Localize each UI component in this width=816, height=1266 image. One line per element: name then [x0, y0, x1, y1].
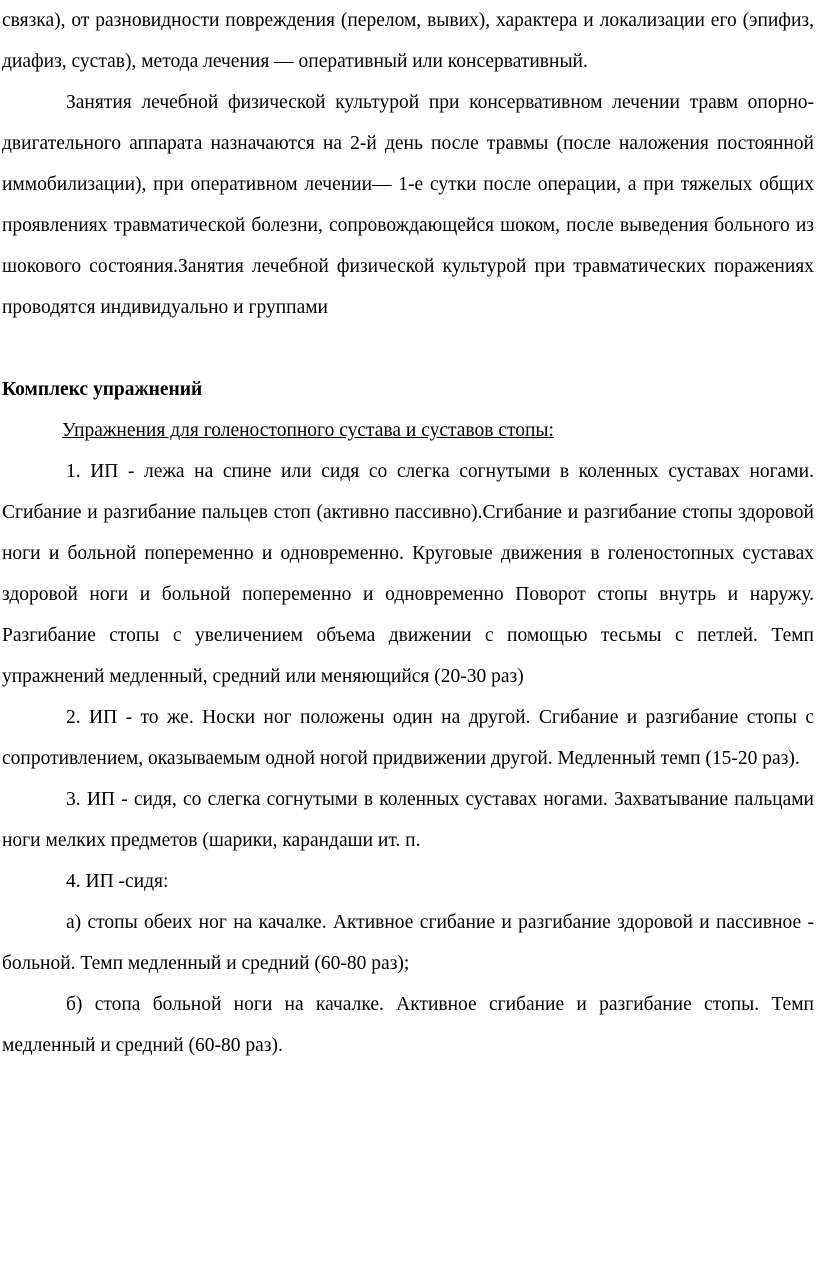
exercise-2: 2. ИП - то же. Носки ног положены один на другой. Сгибание и разгибание стопы с сопротивлением, оказываемым одной ногой придвижении другой. Медленный темп (15-20 раз).: [2, 707, 814, 769]
exercise-3: 3. ИП - сидя, со слегка согнутыми в коленных суставах ногами. Захватывание пальцами ноги мелких предметов (шарики, карандаши ит. п.: [2, 789, 814, 851]
paragraph-lfk-timing: Занятия лечебной физической культурой при консервативном лечении травм опорно-двигательного аппарата назначаются на 2-й день после травмы (после наложения постоянной иммобилизации), при оперативном лечении— 1-е сутки после операции, а при тяжелых общих проявлениях травматической болезни, сопровождающейся шоком, после выведения больного из шокового состояния.Занятия лечебной физической культурой при травматических поражениях проводятся индивидуально и группами: [2, 92, 814, 318]
intro-paragraph: связка), от разновидности повреждения (перелом, вывих), характера и локализации его (эпифиз, диафиз, сустав), метода лечения — оперативный или консервативный.: [2, 10, 814, 72]
section-heading: Комплекс упражнений: [2, 379, 203, 400]
exercise-1: 1. ИП - лежа на спине или сидя со слегка согнутыми в коленных суставах ногами. Сгибание и разгибание пальцев стоп (активно пассивно).Сгибание и разгибание стопы здоровой ноги и больной попеременно и одновременно. Круговые движения в голеностопных суставах здоровой ноги и больной попеременно и одновременно Поворот стопы внутрь и наружу. Разгибание стопы с увеличением объема движении с помощью тесьмы с петлей. Темп упражнений медленный, средний или меняющийся (20-30 раз): [2, 461, 814, 687]
exercise-4b: б) стопа больной ноги на качалке. Активное сгибание и разгибание стопы. Темп медленный и средний (60-80 раз).: [2, 994, 814, 1056]
exercise-4a: а) стопы обеих ног на качалке. Активное сгибание и разгибание здоровой и пассивное - больной. Темп медленный и средний (60-80 раз);: [2, 912, 814, 974]
section-subheading: Упражнения для голеностопного сустава и суставов стопы:: [62, 420, 554, 441]
exercise-4: 4. ИП -сидя:: [66, 871, 169, 892]
